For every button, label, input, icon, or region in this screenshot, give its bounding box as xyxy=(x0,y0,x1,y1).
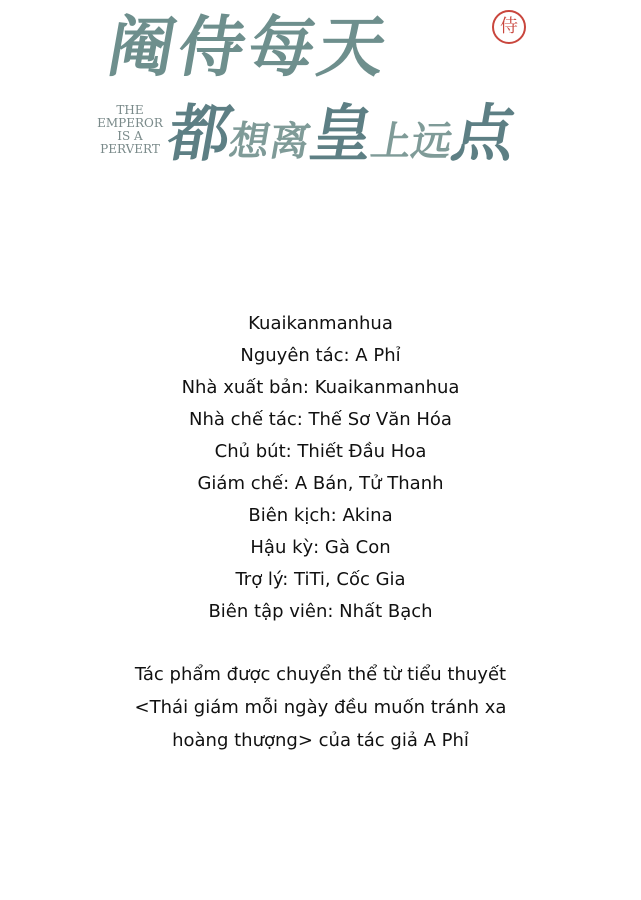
logo-title-en-line: THE EMPEROR xyxy=(97,103,163,130)
credit-script: Biên kịch: Akina xyxy=(248,505,393,526)
logo-char: 想离 xyxy=(225,118,314,165)
logo-char: 都 xyxy=(162,97,238,170)
credit-publisher: Nhà xuất bản: Kuaikanmanhua xyxy=(181,377,460,398)
logo-char: 上远 xyxy=(367,118,456,165)
credit-original-author: Nguyên tác: A Phỉ xyxy=(240,345,401,366)
credit-editor: Biên tập viên: Nhất Bạch xyxy=(208,601,433,622)
note-line: Tác phẩm được chuyển thể từ tiểu thuyết xyxy=(134,664,507,685)
adaptation-note xyxy=(0,658,641,757)
note-line: <Thái giám mỗi ngày đều muốn tránh xa xyxy=(134,697,507,718)
logo-title-en xyxy=(82,104,178,156)
logo-char: 点 xyxy=(446,97,522,170)
credit-lead-artist: Chủ bút: Thiết Đầu Hoa xyxy=(214,441,427,462)
logo-title-en-line: IS A xyxy=(117,129,143,143)
logo-seal: 侍 xyxy=(492,10,526,44)
logo-title-en-line: PERVERT xyxy=(100,142,160,156)
credit-producer: Nhà chế tác: Thế Sơ Văn Hóa xyxy=(189,409,452,430)
note-line: hoàng thượng> của tác giả A Phỉ xyxy=(172,730,469,751)
credit-supervisor: Giám chế: A Bán, Tử Thanh xyxy=(197,473,444,494)
credit-assistant: Trợ lý: TiTi, Cốc Gia xyxy=(235,569,406,590)
credit-post-production: Hậu kỳ: Gà Con xyxy=(250,537,391,558)
credits-block xyxy=(0,308,641,628)
credit-publisher-platform: Kuaikanmanhua xyxy=(248,313,393,334)
logo-title-cn-top: 阉侍每天 xyxy=(102,8,396,86)
logo-title-cn-bottom xyxy=(162,84,524,173)
title-logo xyxy=(70,0,600,200)
logo-char: 皇 xyxy=(304,97,380,170)
